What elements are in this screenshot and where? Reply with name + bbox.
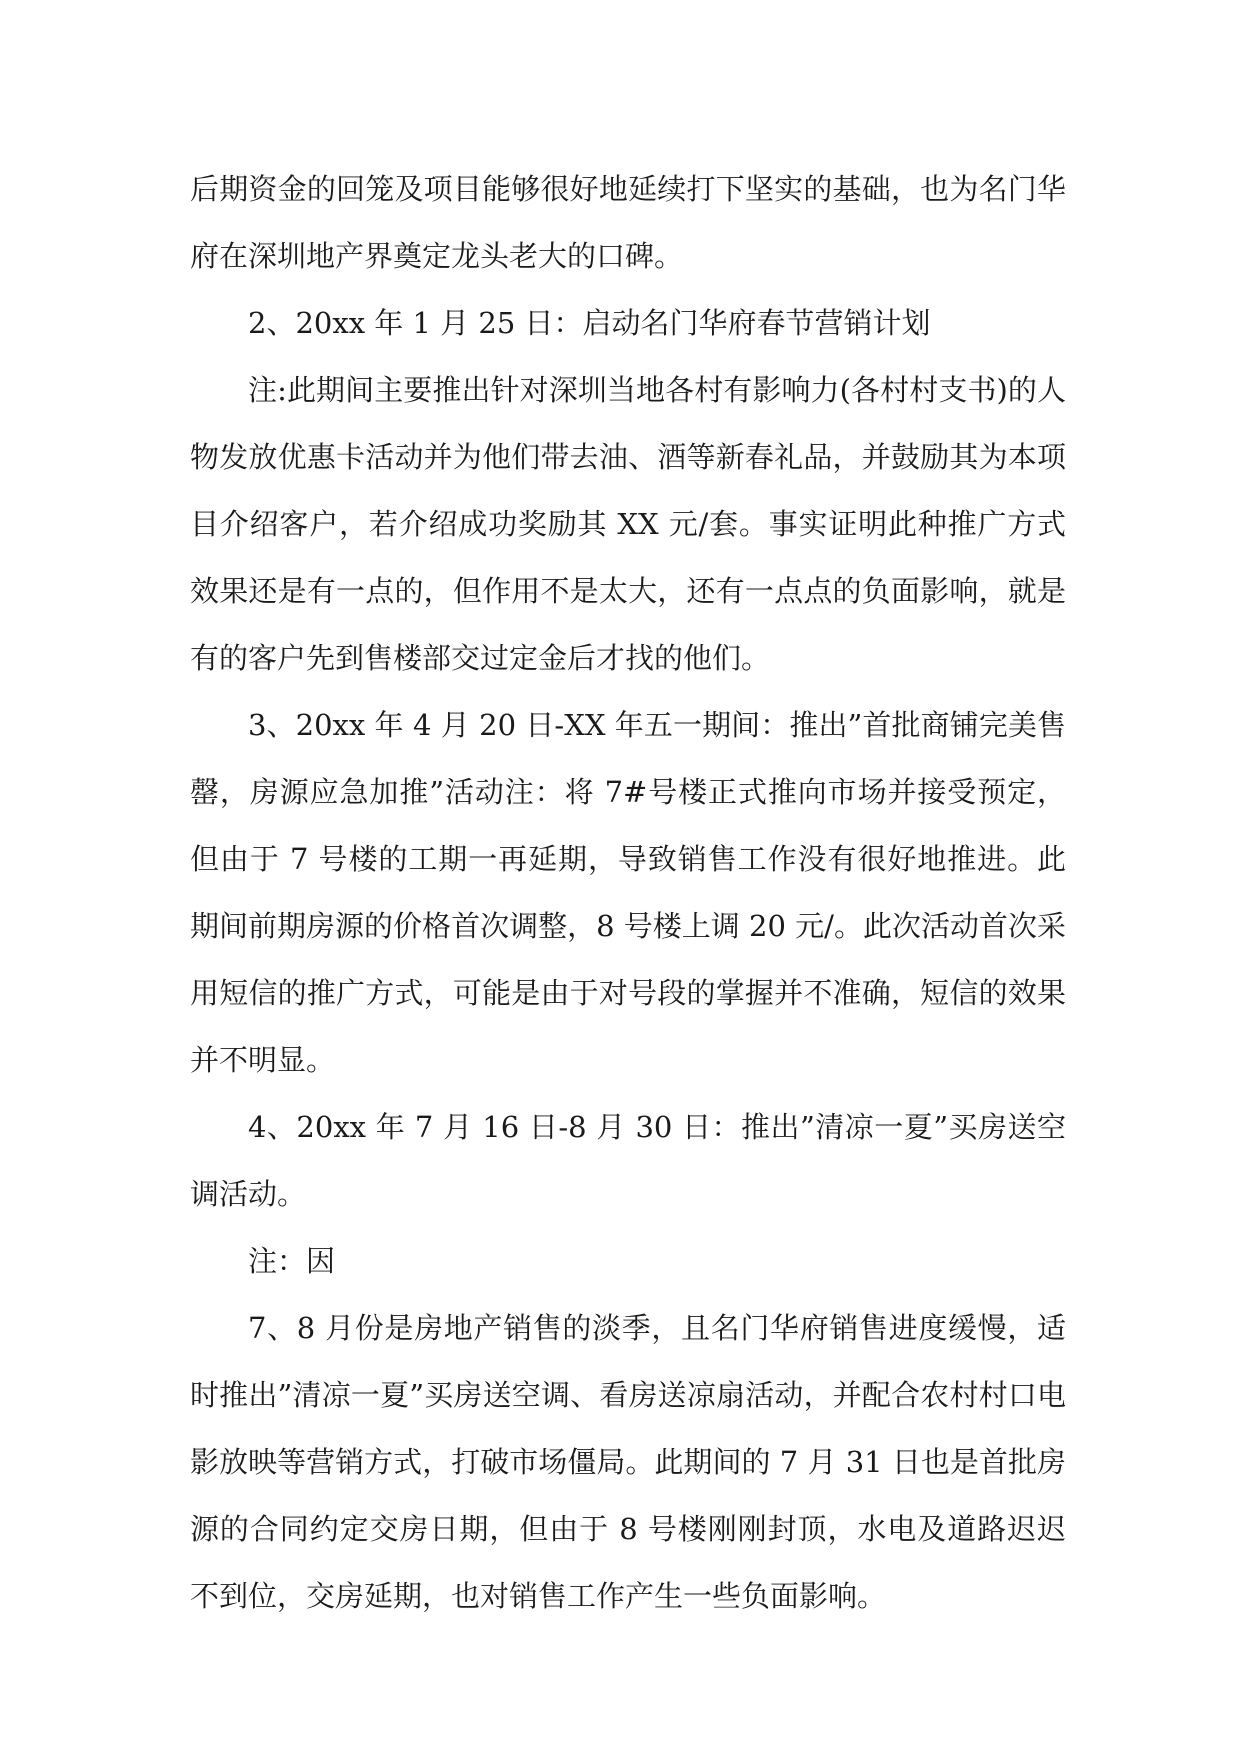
paragraph-discount-card-note: 注:此期间主要推出针对深圳当地各村有影响力(各村村支书)的人物发放优惠卡活动并为他们带去油、酒等新春礼品，并鼓励其为本项目介绍客户，若介绍成功奖励其 XX 元/套。事实证明此种推广方式效果还是有一点的，但作用不是太大，还有一点点的负面影响，就是有的客户先到售楼部交过定金后才找的他们。 bbox=[190, 373, 1066, 675]
document-body bbox=[190, 156, 1066, 1630]
paragraph-may-day-campaign: 3、20xx 年 4 月 20 日-XX 年五一期间：推出”首批商铺完美售罄，房源应急加推”活动注：将 7#号楼正式推向市场并接受预定，但由于 7 号楼的工期一再延期，导致销售工作没有很好地推进。此期间前期房源的价格首次调整，8 号楼上调 20 元/。此次活动首次采用短信的推广方式，可能是由于对号段的掌握并不准确，短信的效果并不明显。 bbox=[190, 708, 1066, 1077]
paragraph-fund-recovery: 后期资金的回笼及项目能够很好地延续打下坚实的基础，也为名门华府在深圳地产界奠定龙头老大的口碑。 bbox=[190, 172, 1066, 273]
paragraph-spring-festival-plan: 2、20xx 年 1 月 25 日：启动名门华府春节营销计划 bbox=[248, 306, 931, 340]
paragraph-note-reason: 注：因 bbox=[248, 1244, 336, 1278]
paragraph-summer-campaign: 4、20xx 年 7 月 16 日-8 月 30 日：推出”清凉一夏”买房送空调活动。 bbox=[190, 1110, 1066, 1211]
paragraph-off-season: 7、8 月份是房地产销售的淡季，且名门华府销售进度缓慢，适时推出”清凉一夏”买房送空调、看房送凉扇活动，并配合农村村口电影放映等营销方式，打破市场僵局。此期间的 7 月 31 日也是首批房源的合同约定交房日期，但由于 8 号楼刚刚封顶，水电及道路迟迟不到位，交房延期，也对销售工作产生一些负面影响。 bbox=[190, 1311, 1066, 1613]
